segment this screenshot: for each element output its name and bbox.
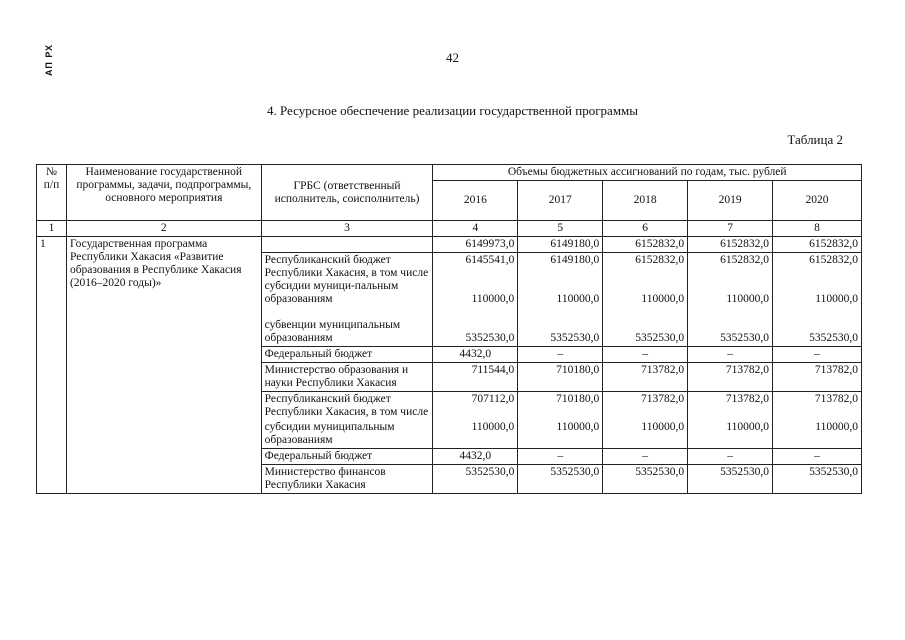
value-cell: – [773,347,862,363]
header-year: 2016 [433,181,518,221]
value-cell: 5352530,0 [773,307,862,347]
value-cell: 5352530,0 [433,465,518,494]
value-cell: 713782,0 [603,363,688,392]
header-row [37,165,862,181]
col-number: 5 [518,221,603,237]
value-line: 110000,0 [726,293,770,305]
grbs-cell: Федеральный бюджет [261,449,433,465]
value-cell: 110000,0 [773,420,862,449]
value-cell: 110000,0 [603,420,688,449]
value-cell: 711544,0 [433,363,518,392]
program-name: Государственная программа Республики Хакасия «Развитие образования в Республике Хакасия (2016–2020 годы)» [66,237,261,494]
value-cell: 5352530,0 [518,465,603,494]
grbs-cell: Министерство образования и науки Республики Хакасия [261,363,433,392]
value-cell: 713782,0 [773,392,862,421]
side-stamp: АП РХ [44,44,54,77]
header-no: № п/п [37,165,67,221]
col-number: 7 [688,221,773,237]
value-cell: – [688,347,773,363]
col-number: 8 [773,221,862,237]
table-row [37,237,862,253]
value-cell: 5352530,0 [603,465,688,494]
value-cell: 5352530,0 [688,307,773,347]
row-no: 1 [37,237,67,494]
value-cell: 713782,0 [773,363,862,392]
value-cell: 713782,0 [688,392,773,421]
col-number: 6 [603,221,688,237]
grbs-cell: субвенции муниципальным образованиям [261,307,433,347]
value-cell: 707112,0 [433,392,518,421]
value-cell [773,253,862,308]
value-cell: 6152832,0 [773,237,862,253]
value-cell: 110000,0 [688,420,773,449]
header-year: 2018 [603,181,688,221]
grbs-cell: Федеральный бюджет [261,347,433,363]
value-cell: – [603,449,688,465]
page-number: 42 [446,50,459,65]
value-cell: 4432,0 [433,347,518,363]
value-line: 6152832,0 [635,254,685,266]
value-cell: – [603,347,688,363]
header-volumes: Объемы бюджетных ассигнований по годам, тыс. рублей [433,165,862,181]
value-cell: 6152832,0 [688,237,773,253]
header-year: 2019 [688,181,773,221]
value-line: 110000,0 [815,293,858,305]
col-number: 3 [261,221,433,237]
table-label: Таблица 2 [787,132,843,147]
grbs-cell: Министерство финансов Республики Хакасия [261,465,433,494]
value-line: 6152832,0 [809,254,858,266]
section-title: 4. Ресурсное обеспечение реализации государственной программы [266,103,639,118]
value-cell: 6149180,0 [518,237,603,253]
value-line: 6152832,0 [720,254,770,266]
value-cell: – [518,449,603,465]
value-line: 110000,0 [641,293,685,305]
value-cell: – [518,347,603,363]
grbs-cell: Республиканский бюджет Республики Хакасия, в том числе [261,392,433,421]
value-cell: 5352530,0 [773,465,862,494]
value-cell: 5352530,0 [433,307,518,347]
value-cell: – [688,449,773,465]
value-cell: 713782,0 [688,363,773,392]
value-cell: – [773,449,862,465]
col-number: 1 [37,221,67,237]
grbs-cell [261,237,433,253]
value-cell: 5352530,0 [603,307,688,347]
value-line: 110000,0 [471,293,515,305]
value-line: 6149180,0 [550,254,600,266]
col-number: 4 [433,221,518,237]
value-cell: 110000,0 [433,420,518,449]
value-cell: 5352530,0 [688,465,773,494]
value-line: 110000,0 [556,293,600,305]
header-name: Наименование государственной программы, задачи, подпрограммы, основного мероприятия [66,165,261,221]
value-cell [688,253,773,308]
value-cell [433,253,518,308]
value-cell: 710180,0 [518,363,603,392]
value-cell: 110000,0 [518,420,603,449]
value-cell: 6149973,0 [433,237,518,253]
value-cell [603,253,688,308]
header-year: 2020 [773,181,862,221]
header-grbs: ГРБС (ответственный исполнитель, соисполнитель) [261,165,433,221]
value-cell: 5352530,0 [518,307,603,347]
grbs-cell: субсидии муниципальным образованиям [261,420,433,449]
value-cell: 713782,0 [603,392,688,421]
value-cell: 710180,0 [518,392,603,421]
value-line: 6145541,0 [465,254,515,266]
value-cell: 6152832,0 [603,237,688,253]
grbs-cell: Республиканский бюджет Республики Хакасия, в том числе субсидии муници-пальным образованиям [261,253,433,308]
resource-table [36,164,862,494]
value-cell: 4432,0 [433,449,518,465]
numbering-row [37,221,862,237]
value-cell [518,253,603,308]
col-number: 2 [66,221,261,237]
header-year: 2017 [518,181,603,221]
